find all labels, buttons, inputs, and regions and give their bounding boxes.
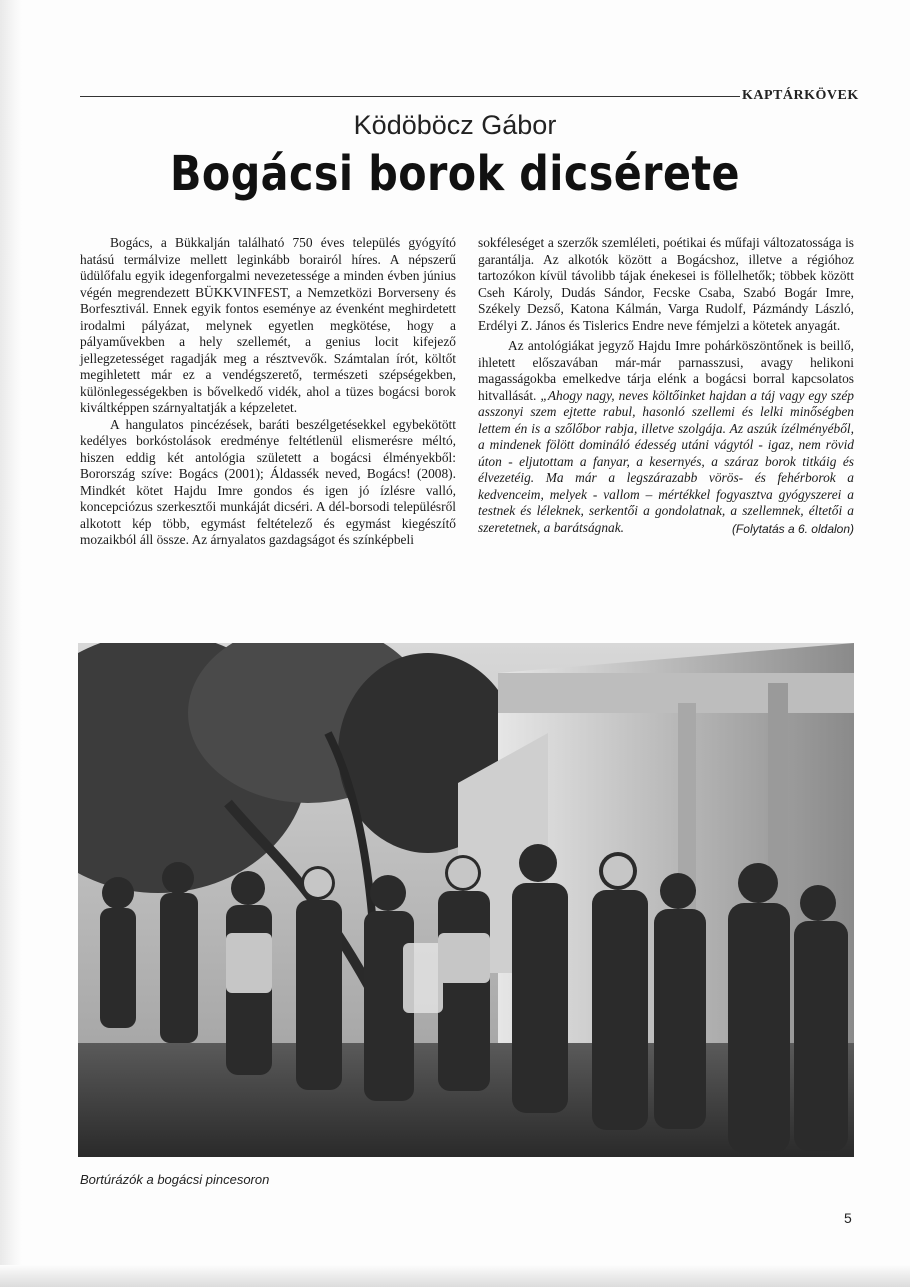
page-edge-shadow [0,0,22,1287]
page-bottom-shadow [0,1265,910,1287]
magazine-name: KAPTÁRKÖVEK [742,88,859,103]
paragraph-intro: Az antológiákat jegyző Hajdu Imre pohárköszöntőnek is beillő, ihletett előszavában már-már parnasszusi, avagy helikoni magasságokba emelkedve tárja elénk a bogácsi borral kapcsolatos hitvallását. [478,338,854,403]
article-column-right [478,235,854,537]
quote-text: „Ahogy nagy, neves költőinket hajdan a táj vagy egy szép asszonyi szem ejtette rabul, hasonló szellemi és lelki minőségben lettem én is a szőlőbor rabja, illetve szolgája. Az aszúk ízélményéből, a mindenek fölött domináló édesség utáni vágytól - igaz, nem rövid úton - eljutottam a fanyar, a kesernyés, a száraz borok titkáig és élvezetéig. Ma már a legszárazabb vörös- és fehérborok a kedvenceim, melyek - vallom – mértékkel fogyasztva gyógyszerei a testnek és léleknek, serkentői a gondolatnak, a szellemnek, éltetői a szeretetnek, a barátságnak. [478,387,854,535]
continuation-note: (Folytatás a 6. oldalon) [731,521,854,536]
photo-caption: Bortúrázók a bogácsi pincesoron [80,1172,270,1187]
paragraph: Bogács, a Bükkalján található 750 éves település gyógyító hatású termálvize mellett leginkább borairól híres. A népszerű üdülőfalu egyik idegenforgalmi nevezetessége a minden évben június végén megrendezett BÜKKVINFEST, a Nemzetközi Borverseny és Borfesztivál. Ennek egyik fontos eseménye az évenként meghirdetett irodalmi pályázat, melynek egyetlen megkötése, hogy a pályaművekben a hely szellemét, a genius locit kifejező jellegzetességet ragadják meg a résztvevők. Számtalan írót, költőt megihletett már ez a vendégszerető, természeti szépségekben, különlegességekben is bővelkedő vidék, ahol a tüzes bogácsi borok kiváltképpen szárnyaltatják a képzeletet. [80,235,456,415]
article-column-left [80,235,456,549]
paragraph: sokféleséget a szerzők szemléleti, poétikai és műfaji változatossága is garantálja. Az alkotók között a Bogácshoz, illetve a régióhoz tartozókon kívül távolibb tájak énekesei is föllelhetők; többek között Cseh Károly, Dudás Sándor, Fecske Csaba, Szabó Bogár Imre, Székely Dezső, Katona Kálmán, Varga Rudolf, Pázmándy László, Erdélyi Z. János és Tislerics Endre neve fémjelzi a kötetek anyagát. [478,235,854,333]
header-rule [80,96,740,97]
article-title: Bogácsi borok dicsérete [170,146,740,202]
paragraph: A hangulatos pincézések, baráti beszélgetésekkel egybekötött kedélyes borkóstolások eredménye feltétlenül elismerésre méltó, hiszen eddig két antológia született a bogácsi élményekből: Borország szíve: Bogács (2001); Áldassék neved, Bogács! (2008). Mindkét kötet Hajdu Imre gondos és igen jó ízlésre valló, koncepciózus szerkesztői munkáját dicséri. A dél-borsodi településről alkotott kép több, egymást feltételező és egymást kiegészítő mozaikból áll össze. Az árnyalatos gazdagságot és színképbeli [80,416,456,547]
article-author: Ködöböcz Gábor [353,110,557,140]
paragraph-with-quote [478,338,854,536]
article-photo [78,643,854,1157]
page-number: 5 [844,1210,852,1226]
